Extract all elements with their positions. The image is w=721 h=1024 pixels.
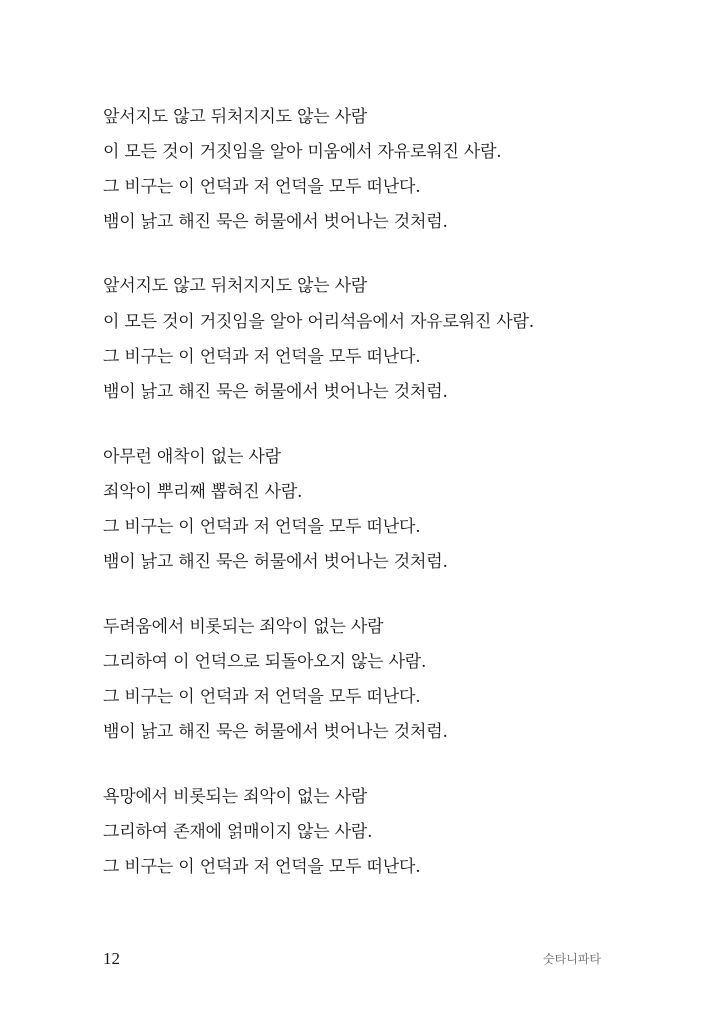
verse-line: 뱀이 낡고 해진 묵은 허물에서 벗어나는 것처럼. (103, 382, 448, 402)
verse-line: 두려움에서 비롯되는 죄악이 없는 사람 (103, 617, 384, 637)
verse-line: 앞서지도 않고 뒤처지지도 않는 사람 (103, 276, 368, 296)
verse-line: 아무런 애착이 없는 사람 (103, 447, 281, 467)
verse-line: 뱀이 낡고 해진 묵은 허물에서 벗어나는 것처럼. (103, 552, 448, 572)
verse-line: 그 비구는 이 언덕과 저 언덕을 모두 떠난다. (103, 857, 421, 877)
verse-line: 뱀이 낡고 해진 묵은 허물에서 벗어나는 것처럼. (103, 722, 448, 742)
verse-line: 그 비구는 이 언덕과 저 언덕을 모두 떠난다. (103, 517, 421, 537)
verse-line: 앞서지도 않고 뒤처지지도 않는 사람 (103, 107, 368, 127)
verse-line: 그 비구는 이 언덕과 저 언덕을 모두 떠난다. (103, 687, 421, 707)
running-title: 숫타니파타 (543, 952, 601, 966)
verse-line: 그리하여 이 언덕으로 되돌아오지 않는 사람. (103, 652, 427, 672)
page-number: 12 (103, 949, 120, 968)
verse-line: 그 비구는 이 언덕과 저 언덕을 모두 떠난다. (103, 177, 421, 197)
verse-line: 이 모든 것이 거짓임을 알아 어리석음에서 자유로워진 사람. (103, 312, 534, 332)
verse-line: 그 비구는 이 언덕과 저 언덕을 모두 떠난다. (103, 347, 421, 367)
verse-line: 이 모든 것이 거짓임을 알아 미움에서 자유로워진 사람. (103, 142, 502, 162)
verse-line: 뱀이 낡고 해진 묵은 허물에서 벗어나는 것처럼. (103, 212, 448, 232)
verse-line: 욕망에서 비롯되는 죄악이 없는 사람 (103, 787, 368, 807)
verse-line: 그리하여 존재에 얽매이지 않는 사람. (103, 822, 373, 842)
verse-line: 죄악이 뿌리째 뽑혀진 사람. (103, 482, 303, 502)
